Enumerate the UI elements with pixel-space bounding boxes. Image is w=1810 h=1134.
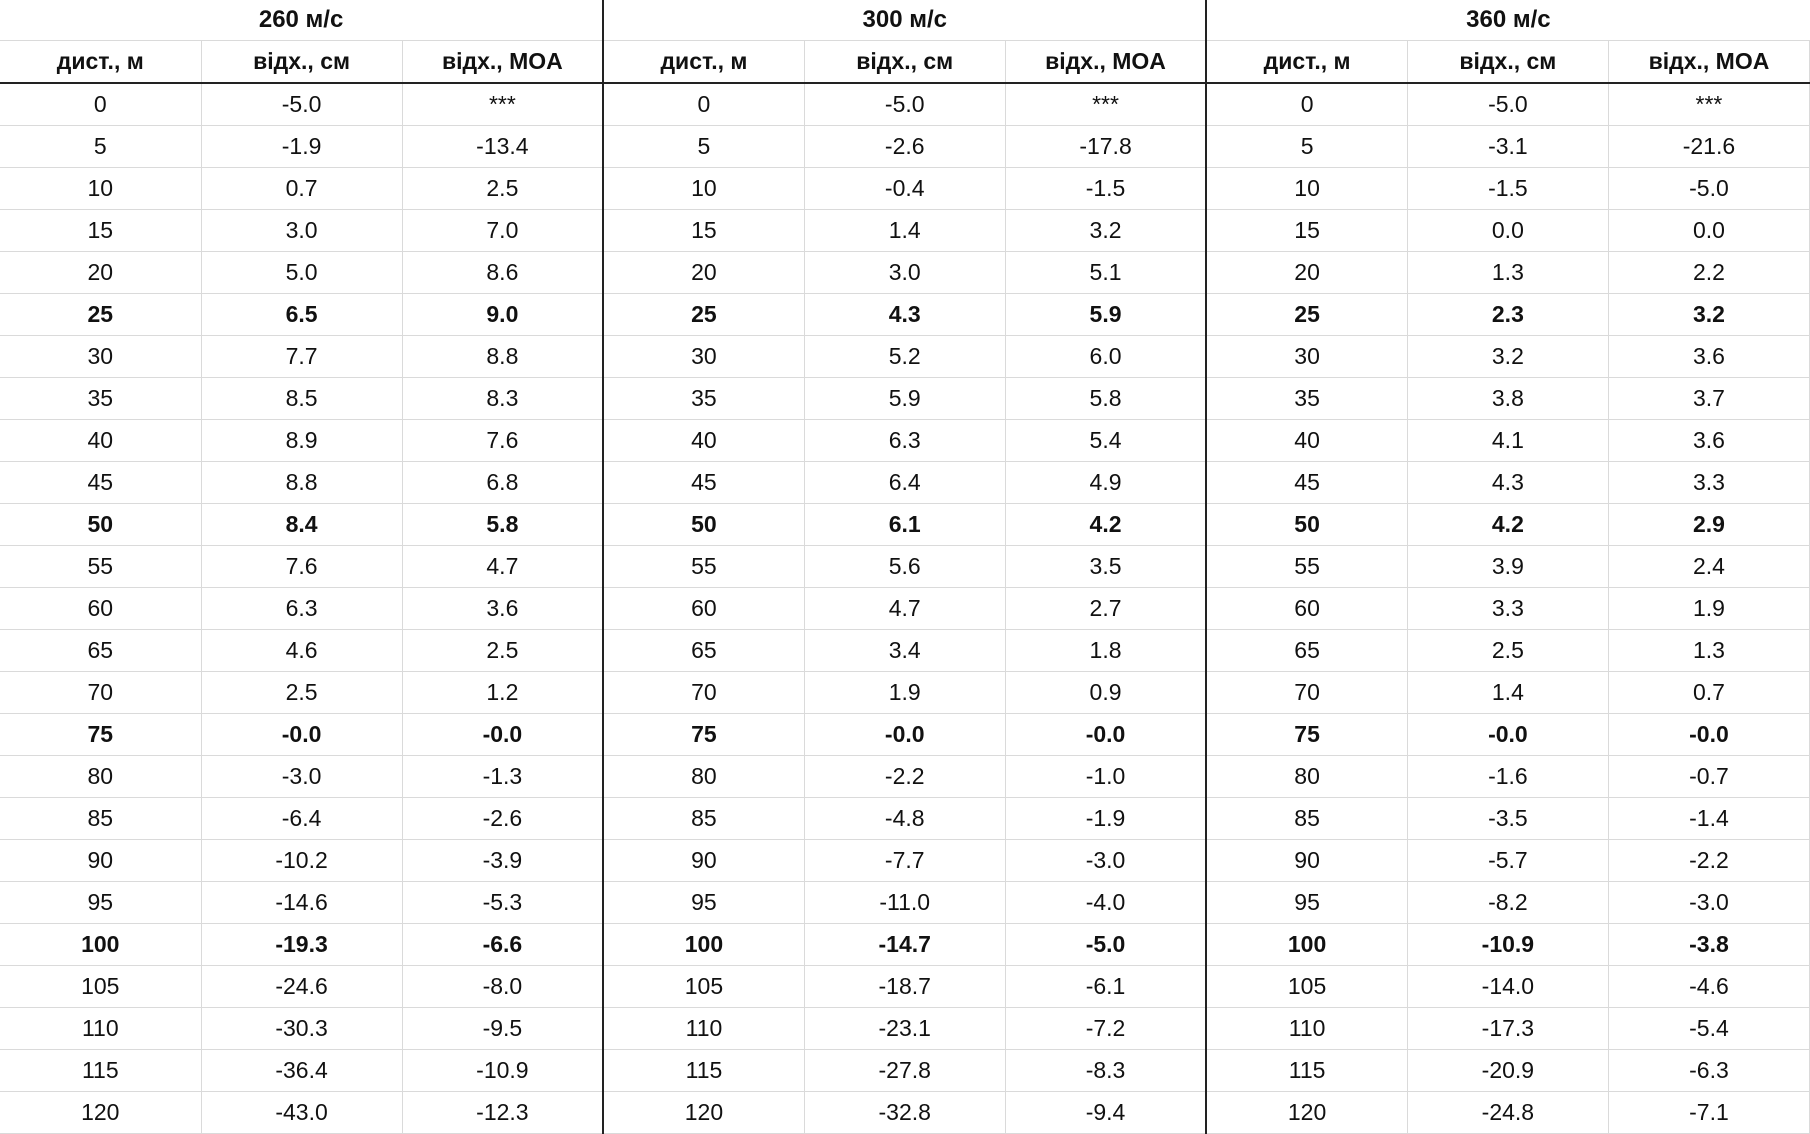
deviation-moa-cell: 5.8 <box>402 504 603 546</box>
speed-group-header: 300 м/с <box>603 0 1206 41</box>
distance-cell: 35 <box>0 378 201 420</box>
deviation-cm-cell: 5.0 <box>201 252 402 294</box>
deviation-moa-cell: 3.3 <box>1608 462 1809 504</box>
deviation-moa-cell: -10.9 <box>402 1050 603 1092</box>
distance-cell: 0 <box>603 83 804 126</box>
deviation-moa-cell: 8.3 <box>402 378 603 420</box>
table-row <box>0 1050 1810 1092</box>
distance-cell: 80 <box>603 756 804 798</box>
distance-column-header: дист., м <box>1206 41 1407 84</box>
deviation-cm-cell: -19.3 <box>201 924 402 966</box>
distance-cell: 80 <box>0 756 201 798</box>
table-row <box>0 336 1810 378</box>
deviation-cm-cell: -18.7 <box>804 966 1005 1008</box>
distance-cell: 20 <box>1206 252 1407 294</box>
deviation-cm-cell: -7.7 <box>804 840 1005 882</box>
table-body <box>0 83 1810 1134</box>
deviation-moa-cell: -3.8 <box>1608 924 1809 966</box>
deviation-cm-cell: 5.9 <box>804 378 1005 420</box>
distance-cell: 105 <box>0 966 201 1008</box>
table-row <box>0 630 1810 672</box>
deviation-moa-cell: -5.0 <box>1608 168 1809 210</box>
distance-cell: 75 <box>0 714 201 756</box>
deviation-cm-cell: 1.4 <box>804 210 1005 252</box>
deviation-moa-cell: 2.2 <box>1608 252 1809 294</box>
deviation-moa-cell: -5.0 <box>1005 924 1206 966</box>
deviation-cm-cell: -0.0 <box>1407 714 1608 756</box>
deviation-cm-cell: 4.3 <box>804 294 1005 336</box>
distance-cell: 105 <box>603 966 804 1008</box>
distance-cell: 55 <box>603 546 804 588</box>
deviation-cm-cell: -0.4 <box>804 168 1005 210</box>
deviation-cm-cell: 7.7 <box>201 336 402 378</box>
deviation-cm-cell: -10.9 <box>1407 924 1608 966</box>
distance-cell: 40 <box>1206 420 1407 462</box>
deviation-moa-cell: -9.4 <box>1005 1092 1206 1134</box>
distance-cell: 65 <box>603 630 804 672</box>
deviation-cm-cell: 4.2 <box>1407 504 1608 546</box>
table-row <box>0 252 1810 294</box>
deviation-cm-cell: 1.4 <box>1407 672 1608 714</box>
distance-cell: 85 <box>603 798 804 840</box>
deviation-cm-cell: 6.3 <box>201 588 402 630</box>
deviation-moa-cell: 7.0 <box>402 210 603 252</box>
distance-cell: 115 <box>1206 1050 1407 1092</box>
distance-cell: 30 <box>603 336 804 378</box>
deviation-moa-cell: -1.3 <box>402 756 603 798</box>
deviation-moa-cell: 1.2 <box>402 672 603 714</box>
distance-cell: 100 <box>0 924 201 966</box>
distance-cell: 100 <box>1206 924 1407 966</box>
distance-cell: 25 <box>603 294 804 336</box>
distance-cell: 75 <box>603 714 804 756</box>
table-row <box>0 672 1810 714</box>
deviation-cm-cell: -11.0 <box>804 882 1005 924</box>
deviation-moa-cell: 0.0 <box>1608 210 1809 252</box>
deviation-moa-cell: *** <box>1005 83 1206 126</box>
deviation-cm-cell: -30.3 <box>201 1008 402 1050</box>
distance-cell: 55 <box>0 546 201 588</box>
distance-cell: 115 <box>603 1050 804 1092</box>
distance-cell: 50 <box>0 504 201 546</box>
distance-cell: 70 <box>0 672 201 714</box>
deviation-cm-cell: 3.0 <box>201 210 402 252</box>
deviation-moa-cell: 4.9 <box>1005 462 1206 504</box>
deviation-cm-cell: 5.6 <box>804 546 1005 588</box>
deviation-moa-cell: -4.6 <box>1608 966 1809 1008</box>
deviation-cm-cell: -5.0 <box>804 83 1005 126</box>
deviation-moa-cell: 1.8 <box>1005 630 1206 672</box>
distance-cell: 35 <box>1206 378 1407 420</box>
deviation-moa-cell: 2.7 <box>1005 588 1206 630</box>
table-row <box>0 83 1810 126</box>
deviation-moa-cell: -17.8 <box>1005 126 1206 168</box>
distance-cell: 85 <box>0 798 201 840</box>
deviation-cm-cell: 6.5 <box>201 294 402 336</box>
distance-cell: 95 <box>603 882 804 924</box>
distance-cell: 20 <box>603 252 804 294</box>
deviation-moa-cell: 8.8 <box>402 336 603 378</box>
deviation-moa-cell: -12.3 <box>402 1092 603 1134</box>
deviation-cm-cell: 4.7 <box>804 588 1005 630</box>
distance-cell: 30 <box>0 336 201 378</box>
distance-cell: 95 <box>0 882 201 924</box>
deviation-moa-cell: -0.0 <box>402 714 603 756</box>
distance-cell: 105 <box>1206 966 1407 1008</box>
deviation-moa-cell: 2.5 <box>402 168 603 210</box>
deviation-cm-cell: -24.6 <box>201 966 402 1008</box>
distance-cell: 10 <box>0 168 201 210</box>
distance-cell: 90 <box>0 840 201 882</box>
distance-cell: 5 <box>603 126 804 168</box>
deviation-cm-cell: -14.6 <box>201 882 402 924</box>
distance-cell: 65 <box>0 630 201 672</box>
deviation-moa-cell: -2.2 <box>1608 840 1809 882</box>
deviation-cm-cell: 1.9 <box>804 672 1005 714</box>
deviation-moa-cell: 1.9 <box>1608 588 1809 630</box>
deviation-moa-cell: -6.6 <box>402 924 603 966</box>
distance-cell: 110 <box>603 1008 804 1050</box>
deviation-cm-cell: -8.2 <box>1407 882 1608 924</box>
deviation-moa-cell: -6.3 <box>1608 1050 1809 1092</box>
deviation-moa-cell: -1.4 <box>1608 798 1809 840</box>
deviation-moa-cell: 5.8 <box>1005 378 1206 420</box>
deviation-cm-cell: -5.0 <box>201 83 402 126</box>
deviation-cm-cell: -1.6 <box>1407 756 1608 798</box>
table-row <box>0 462 1810 504</box>
distance-cell: 55 <box>1206 546 1407 588</box>
distance-column-header: дист., м <box>603 41 804 84</box>
deviation-cm-cell: 2.5 <box>1407 630 1608 672</box>
deviation-moa-cell: -1.0 <box>1005 756 1206 798</box>
deviation-moa-cell: -6.1 <box>1005 966 1206 1008</box>
distance-cell: 70 <box>1206 672 1407 714</box>
speed-header-row <box>0 0 1810 41</box>
deviation-moa-cell: 4.2 <box>1005 504 1206 546</box>
deviation-cm-cell: 3.8 <box>1407 378 1608 420</box>
distance-column-header: дист., м <box>0 41 201 84</box>
deviation-cm-cell: 4.6 <box>201 630 402 672</box>
distance-cell: 40 <box>603 420 804 462</box>
deviation-moa-cell: 6.8 <box>402 462 603 504</box>
table-row <box>0 588 1810 630</box>
deviation-moa-cell: 3.6 <box>1608 420 1809 462</box>
deviation-cm-cell: 7.6 <box>201 546 402 588</box>
deviation-cm-cell: -0.0 <box>804 714 1005 756</box>
distance-cell: 115 <box>0 1050 201 1092</box>
deviation-cm-cell: -14.7 <box>804 924 1005 966</box>
distance-cell: 65 <box>1206 630 1407 672</box>
deviation-moa-cell: 5.4 <box>1005 420 1206 462</box>
distance-cell: 110 <box>1206 1008 1407 1050</box>
deviation-moa-cell: -1.5 <box>1005 168 1206 210</box>
deviation-cm-cell: 2.5 <box>201 672 402 714</box>
deviation-cm-cell: -14.0 <box>1407 966 1608 1008</box>
distance-cell: 0 <box>1206 83 1407 126</box>
deviation-cm-cell: -4.8 <box>804 798 1005 840</box>
deviation-moa-cell: 5.1 <box>1005 252 1206 294</box>
deviation-moa-cell: *** <box>1608 83 1809 126</box>
distance-cell: 30 <box>1206 336 1407 378</box>
deviation-cm-cell: -3.5 <box>1407 798 1608 840</box>
table-row <box>0 1008 1810 1050</box>
table-row <box>0 882 1810 924</box>
distance-cell: 5 <box>0 126 201 168</box>
deviation-moa-cell: 0.7 <box>1608 672 1809 714</box>
deviation-moa-cell: 7.6 <box>402 420 603 462</box>
deviation-moa-cell: -7.1 <box>1608 1092 1809 1134</box>
deviation-cm-cell: -20.9 <box>1407 1050 1608 1092</box>
deviation-moa-cell: -3.0 <box>1608 882 1809 924</box>
distance-cell: 45 <box>0 462 201 504</box>
distance-cell: 90 <box>1206 840 1407 882</box>
table-row <box>0 504 1810 546</box>
deviation-cm-cell: -27.8 <box>804 1050 1005 1092</box>
deviation-cm-cell: -23.1 <box>804 1008 1005 1050</box>
distance-cell: 45 <box>603 462 804 504</box>
distance-cell: 40 <box>0 420 201 462</box>
deviation-cm-cell: -2.2 <box>804 756 1005 798</box>
distance-cell: 15 <box>1206 210 1407 252</box>
deviation-cm-cell: 0.0 <box>1407 210 1608 252</box>
distance-cell: 75 <box>1206 714 1407 756</box>
deviation-cm-cell: -10.2 <box>201 840 402 882</box>
deviation-cm-cell: 6.1 <box>804 504 1005 546</box>
deviation-cm-column-header: відх., см <box>804 41 1005 84</box>
deviation-cm-column-header: відх., см <box>1407 41 1608 84</box>
deviation-cm-cell: 3.0 <box>804 252 1005 294</box>
table-row <box>0 840 1810 882</box>
deviation-cm-cell: 8.8 <box>201 462 402 504</box>
table-row <box>0 756 1810 798</box>
distance-cell: 45 <box>1206 462 1407 504</box>
distance-cell: 110 <box>0 1008 201 1050</box>
table-row <box>0 168 1810 210</box>
deviation-cm-cell: 3.3 <box>1407 588 1608 630</box>
deviation-cm-cell: 3.4 <box>804 630 1005 672</box>
deviation-cm-cell: -5.7 <box>1407 840 1608 882</box>
distance-cell: 25 <box>0 294 201 336</box>
deviation-cm-cell: 4.1 <box>1407 420 1608 462</box>
deviation-cm-cell: 1.3 <box>1407 252 1608 294</box>
distance-cell: 85 <box>1206 798 1407 840</box>
deviation-moa-cell: -4.0 <box>1005 882 1206 924</box>
deviation-cm-cell: -0.0 <box>201 714 402 756</box>
deviation-moa-cell: -21.6 <box>1608 126 1809 168</box>
distance-cell: 50 <box>603 504 804 546</box>
distance-cell: 60 <box>1206 588 1407 630</box>
distance-cell: 120 <box>1206 1092 1407 1134</box>
deviation-cm-cell: 3.2 <box>1407 336 1608 378</box>
deviation-moa-cell: 1.3 <box>1608 630 1809 672</box>
deviation-cm-cell: 6.4 <box>804 462 1005 504</box>
deviation-cm-cell: -6.4 <box>201 798 402 840</box>
table-row <box>0 378 1810 420</box>
deviation-moa-cell: 3.7 <box>1608 378 1809 420</box>
deviation-moa-cell: -1.9 <box>1005 798 1206 840</box>
deviation-moa-cell: -13.4 <box>402 126 603 168</box>
table-row <box>0 294 1810 336</box>
table-row <box>0 210 1810 252</box>
distance-cell: 50 <box>1206 504 1407 546</box>
deviation-moa-cell: -0.7 <box>1608 756 1809 798</box>
deviation-cm-cell: -2.6 <box>804 126 1005 168</box>
deviation-cm-cell: 8.4 <box>201 504 402 546</box>
deviation-cm-cell: -32.8 <box>804 1092 1005 1134</box>
deviation-moa-cell: 3.2 <box>1005 210 1206 252</box>
deviation-moa-cell: 3.6 <box>1608 336 1809 378</box>
deviation-moa-cell: -7.2 <box>1005 1008 1206 1050</box>
table-row <box>0 546 1810 588</box>
distance-cell: 80 <box>1206 756 1407 798</box>
deviation-cm-cell: -43.0 <box>201 1092 402 1134</box>
deviation-cm-cell: 8.5 <box>201 378 402 420</box>
deviation-cm-cell: -1.9 <box>201 126 402 168</box>
deviation-cm-cell: 2.3 <box>1407 294 1608 336</box>
distance-cell: 15 <box>603 210 804 252</box>
deviation-cm-column-header: відх., см <box>201 41 402 84</box>
deviation-moa-cell: 2.9 <box>1608 504 1809 546</box>
distance-cell: 10 <box>603 168 804 210</box>
distance-cell: 120 <box>603 1092 804 1134</box>
deviation-moa-cell: -0.0 <box>1608 714 1809 756</box>
deviation-moa-cell: -9.5 <box>402 1008 603 1050</box>
deviation-moa-cell: 2.5 <box>402 630 603 672</box>
distance-cell: 20 <box>0 252 201 294</box>
distance-cell: 100 <box>603 924 804 966</box>
deviation-moa-cell: 8.6 <box>402 252 603 294</box>
distance-cell: 90 <box>603 840 804 882</box>
deviation-moa-cell: *** <box>402 83 603 126</box>
deviation-cm-cell: 3.9 <box>1407 546 1608 588</box>
deviation-cm-cell: 6.3 <box>804 420 1005 462</box>
deviation-moa-cell: -8.3 <box>1005 1050 1206 1092</box>
deviation-moa-column-header: відх., MOA <box>1005 41 1206 84</box>
table-row <box>0 714 1810 756</box>
distance-cell: 60 <box>603 588 804 630</box>
distance-cell: 60 <box>0 588 201 630</box>
distance-cell: 10 <box>1206 168 1407 210</box>
deviation-cm-cell: 0.7 <box>201 168 402 210</box>
deviation-moa-cell: -3.9 <box>402 840 603 882</box>
table-row <box>0 798 1810 840</box>
deviation-cm-cell: -3.1 <box>1407 126 1608 168</box>
distance-cell: 35 <box>603 378 804 420</box>
deviation-moa-cell: 9.0 <box>402 294 603 336</box>
column-header-row <box>0 41 1810 84</box>
deviation-cm-cell: -1.5 <box>1407 168 1608 210</box>
distance-cell: 15 <box>0 210 201 252</box>
deviation-moa-cell: -5.4 <box>1608 1008 1809 1050</box>
deviation-moa-cell: -5.3 <box>402 882 603 924</box>
deviation-moa-cell: 5.9 <box>1005 294 1206 336</box>
deviation-cm-cell: -17.3 <box>1407 1008 1608 1050</box>
deviation-moa-cell: 0.9 <box>1005 672 1206 714</box>
table-row <box>0 924 1810 966</box>
deviation-cm-cell: -3.0 <box>201 756 402 798</box>
deviation-cm-cell: -24.8 <box>1407 1092 1608 1134</box>
deviation-cm-cell: 4.3 <box>1407 462 1608 504</box>
deviation-cm-cell: -5.0 <box>1407 83 1608 126</box>
speed-group-header: 360 м/с <box>1206 0 1809 41</box>
deviation-moa-cell: 3.5 <box>1005 546 1206 588</box>
deviation-cm-cell: 8.9 <box>201 420 402 462</box>
table-row <box>0 126 1810 168</box>
deviation-cm-cell: 5.2 <box>804 336 1005 378</box>
distance-cell: 5 <box>1206 126 1407 168</box>
deviation-moa-cell: -3.0 <box>1005 840 1206 882</box>
deviation-moa-column-header: відх., MOA <box>402 41 603 84</box>
deviation-moa-cell: -0.0 <box>1005 714 1206 756</box>
deviation-moa-cell: 3.6 <box>402 588 603 630</box>
deviation-moa-cell: 6.0 <box>1005 336 1206 378</box>
table-row <box>0 966 1810 1008</box>
deviation-moa-cell: -8.0 <box>402 966 603 1008</box>
distance-cell: 0 <box>0 83 201 126</box>
deviation-moa-cell: -2.6 <box>402 798 603 840</box>
deviation-moa-cell: 4.7 <box>402 546 603 588</box>
deviation-moa-cell: 3.2 <box>1608 294 1809 336</box>
deviation-cm-cell: -36.4 <box>201 1050 402 1092</box>
distance-cell: 70 <box>603 672 804 714</box>
distance-cell: 95 <box>1206 882 1407 924</box>
table-row <box>0 1092 1810 1134</box>
speed-group-header: 260 м/с <box>0 0 603 41</box>
deviation-moa-cell: 2.4 <box>1608 546 1809 588</box>
deviation-moa-column-header: відх., MOA <box>1608 41 1809 84</box>
distance-cell: 120 <box>0 1092 201 1134</box>
distance-cell: 25 <box>1206 294 1407 336</box>
table-row <box>0 420 1810 462</box>
